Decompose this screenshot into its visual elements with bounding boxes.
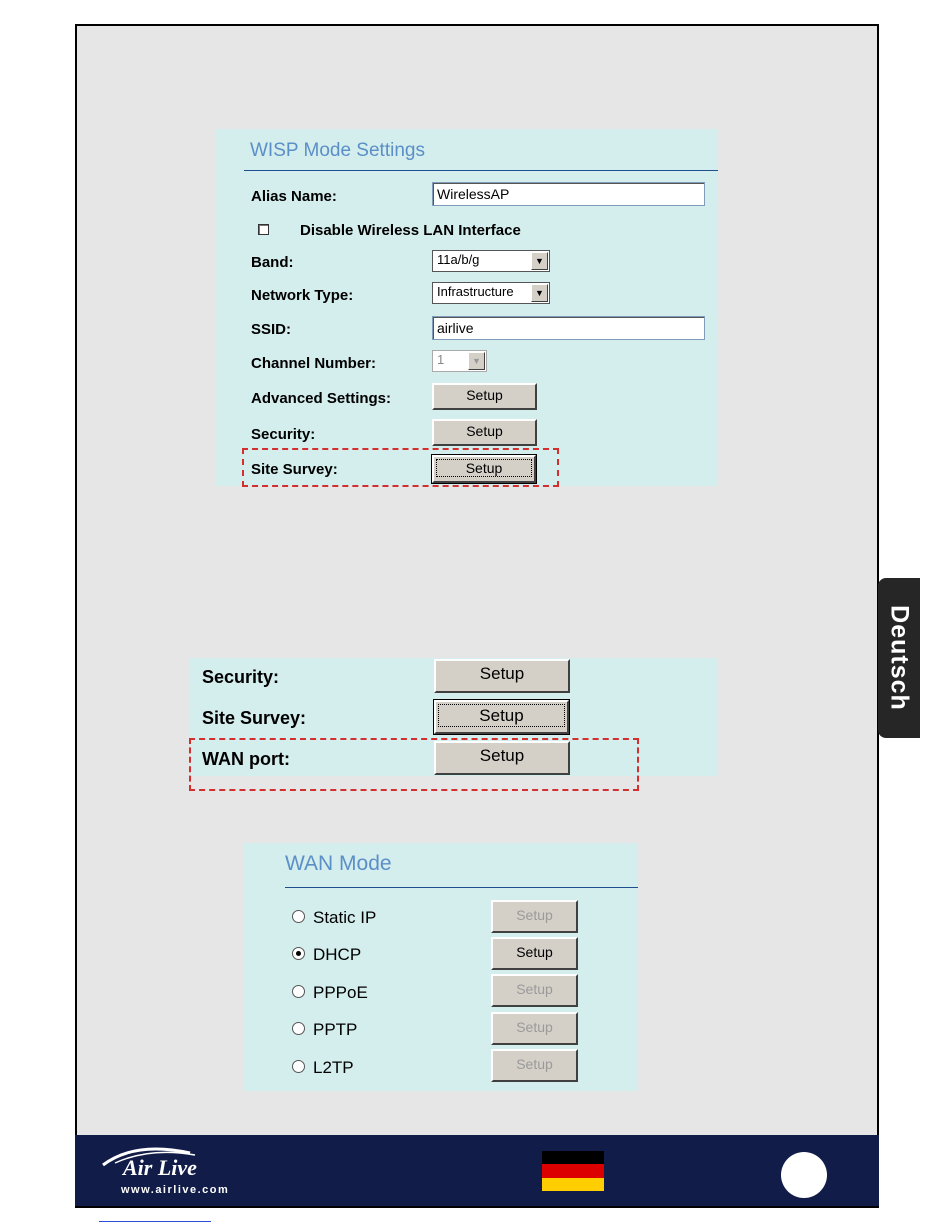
security-setup-button[interactable]: Setup	[434, 659, 570, 693]
chevron-down-icon: ▼	[531, 284, 548, 302]
security-label: Security:	[202, 667, 280, 687]
site-survey-label: Site Survey:	[251, 461, 338, 478]
wan-port-setup-button[interactable]: Setup	[434, 741, 570, 775]
disable-wlan-checkbox[interactable]	[258, 224, 269, 235]
footer-bar	[75, 1135, 879, 1206]
language-tab	[878, 578, 920, 738]
channel-number-label: Channel Number:	[251, 355, 377, 372]
network-type-label: Network Type:	[251, 287, 354, 304]
network-type-value: Infrastructure	[437, 284, 514, 299]
panel-title: WISP Mode Settings	[250, 140, 425, 161]
chevron-down-icon: ▼	[531, 252, 548, 270]
advanced-settings-setup-button[interactable]: Setup	[432, 383, 537, 410]
static-ip-label: Static IP	[313, 908, 377, 927]
band-value: 11a/b/g	[437, 252, 480, 267]
alias-name-label: Alias Name:	[251, 188, 337, 205]
pptp-label: PPTP	[313, 1020, 358, 1039]
site-survey-label: Site Survey:	[202, 708, 307, 728]
pppoe-radio[interactable]	[292, 985, 305, 998]
ssid-label: SSID:	[251, 321, 292, 338]
band-select[interactable]	[432, 250, 550, 272]
static-ip-setup-button[interactable]: Setup	[491, 900, 578, 933]
advanced-settings-label: Advanced Settings:	[251, 390, 392, 407]
language-tab-label: Deutsch	[885, 605, 914, 711]
german-flag-icon	[542, 1151, 604, 1191]
channel-number-value: 1	[437, 352, 445, 367]
logo-url: www.airlive.com	[121, 1184, 230, 1196]
airlive-logo	[95, 1143, 265, 1199]
l2tp-radio[interactable]	[292, 1060, 305, 1073]
dhcp-setup-button[interactable]: Setup	[491, 937, 578, 970]
wan-port-label: WAN port:	[202, 749, 290, 769]
security-setup-button[interactable]: Setup	[432, 419, 537, 446]
dhcp-label: DHCP	[313, 945, 362, 964]
band-label: Band:	[251, 254, 294, 271]
l2tp-label: L2TP	[313, 1058, 354, 1077]
pptp-radio[interactable]	[292, 1022, 305, 1035]
disable-wlan-label: Disable Wireless LAN Interface	[300, 222, 521, 239]
alias-name-input[interactable]: WirelessAP	[432, 182, 705, 206]
pppoe-setup-button[interactable]: Setup	[491, 974, 578, 1007]
logo-text: Air Live	[123, 1155, 197, 1180]
wan-port-highlight	[189, 738, 639, 791]
pppoe-label: PPPoE	[313, 983, 368, 1002]
bottom-link-underline	[99, 1221, 211, 1222]
title-divider	[285, 887, 638, 888]
l2tp-setup-button[interactable]: Setup	[491, 1049, 578, 1082]
static-ip-radio[interactable]	[292, 910, 305, 923]
ssid-input[interactable]: airlive	[432, 316, 705, 340]
dhcp-radio[interactable]	[292, 947, 305, 960]
page-number-circle	[781, 1152, 827, 1198]
site-survey-setup-button[interactable]: Setup	[434, 700, 569, 734]
panel-title: WAN Mode	[285, 852, 392, 875]
security-label: Security:	[251, 426, 316, 443]
chevron-down-icon: ▼	[468, 352, 485, 370]
title-divider	[244, 170, 718, 171]
channel-number-select[interactable]	[432, 350, 487, 372]
site-survey-setup-button[interactable]: Setup	[432, 455, 536, 483]
pptp-setup-button[interactable]: Setup	[491, 1012, 578, 1045]
wisp-settings-panel	[216, 129, 718, 486]
site-survey-highlight	[242, 448, 559, 487]
network-type-select[interactable]	[432, 282, 550, 304]
wan-mode-panel	[243, 843, 638, 1091]
